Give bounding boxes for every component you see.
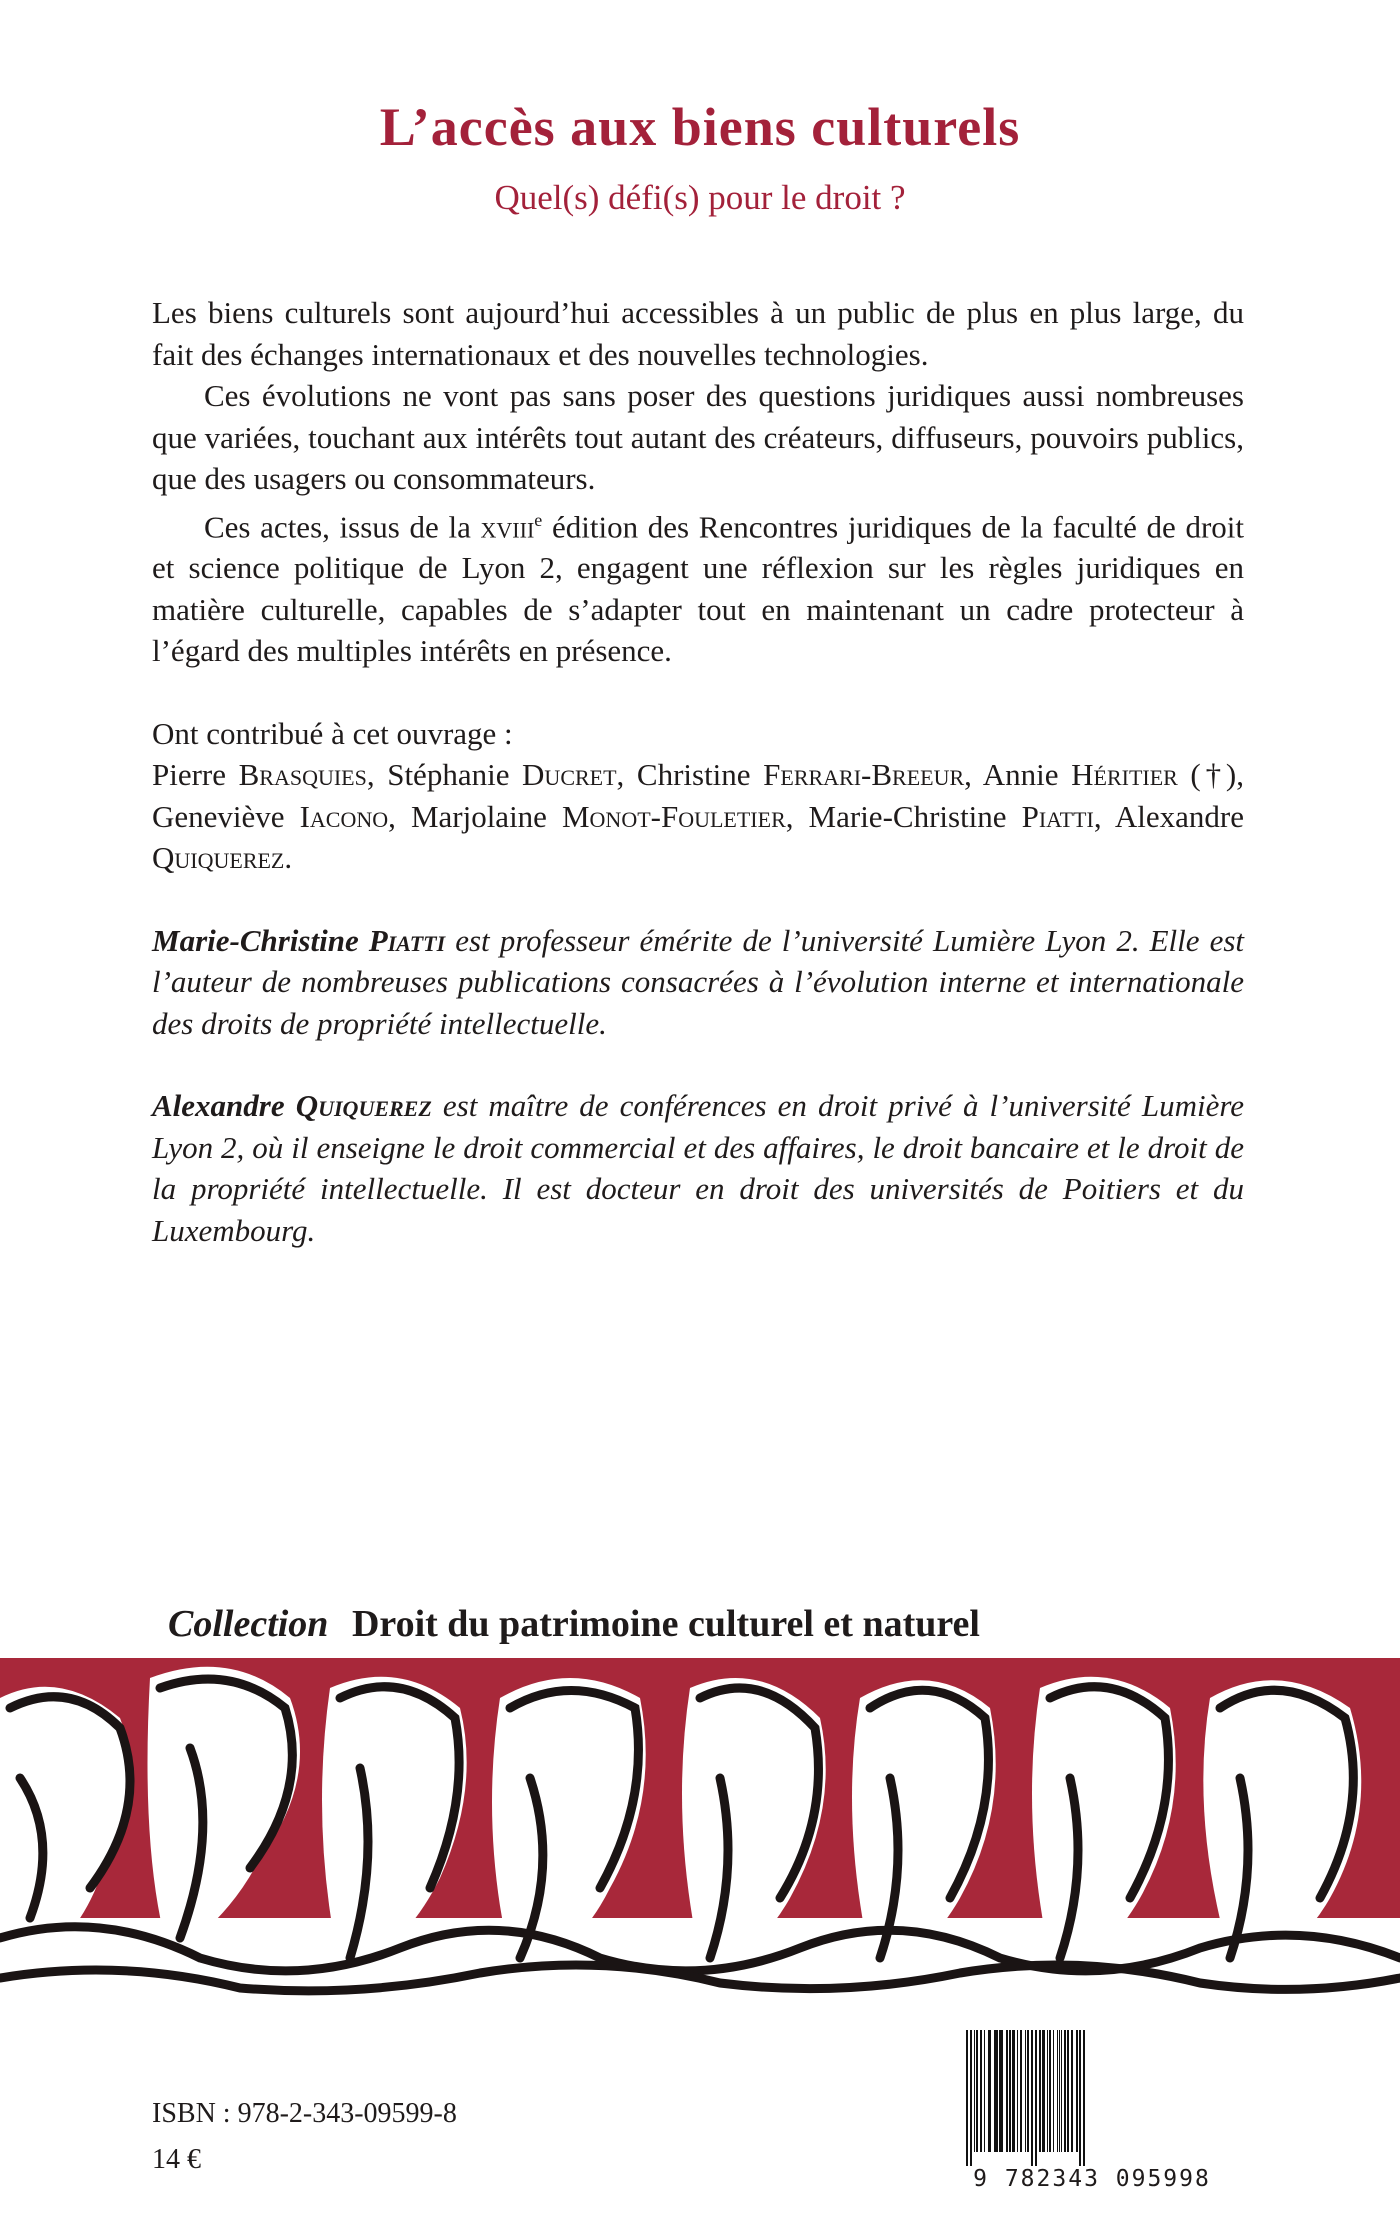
contributor-separator: . [284,840,293,876]
barcode-bar [1057,2030,1058,2152]
barcode-bar [988,2030,991,2152]
price: 14 € [152,2144,201,2175]
contributor-first-name: Stéphanie [387,757,523,793]
contributor [637,757,972,792]
collection-line [168,1602,1248,1646]
barcode-bars [948,2030,1236,2166]
barcode-bar [966,2030,968,2166]
barcode-bar [1079,2030,1081,2166]
barcode-bar [1061,2030,1062,2152]
contributor [809,799,1102,834]
collection-label: Collection [168,1603,329,1645]
bio-piatti [152,920,1244,1045]
contributor [152,757,375,792]
contributors-list [152,754,1244,879]
contributor-separator: , [366,757,375,793]
barcode-bar [1059,2030,1060,2152]
contributor-last-name: Ferrari-Breeur [763,757,965,793]
contributor-last-name: Iacono [299,798,389,834]
summary-p3-end: édition des Rencontres juridiques de la faculté de droit et science politique de Lyon 2, engagent une réflexion sur les règles juridiques en matière culturelle, capables de s’adapter tout en maintenant un cadre protecteur à l’égard des multiples intérêts en présence. [152,508,1245,669]
contributor-separator: (†), [1177,757,1244,793]
summary-paragraph-2: Ces évolutions ne vont pas sans poser des questions juridiques aussi nombreuses que variées, touchant aux intérêts tout autant des créateurs, diffuseurs, pouvoirs publics, que des usagers ou consommateurs. [152,378,1244,496]
barcode-bar [1071,2030,1073,2152]
contributor [152,799,396,834]
contributors-heading: Ont contribué à cet ouvrage : [152,715,513,751]
edition-superscript: e [534,509,543,530]
barcode-bar [1042,2030,1045,2152]
barcode-bar [970,2030,972,2166]
cover-illustration [0,1658,1400,2000]
collection-name: Droit du patrimoine culturel et naturel [351,1603,980,1645]
contributor-separator: , [616,757,625,793]
barcode-bar [1064,2030,1066,2152]
contributor-first-name: Annie [982,757,1072,793]
barcode-bar [1031,2030,1033,2166]
contributor-first-name: Geneviève [152,798,300,834]
contributor-separator: , [1093,798,1102,834]
barcode-bar [999,2030,1003,2152]
contributor-separator: , [388,798,396,834]
contributor-first-name: Christine [636,757,764,793]
contributor-separator: , [785,798,794,834]
book-title: L’accès aux biens culturels [379,97,1021,157]
contributor-first-name: Marie-Christine [808,798,1022,834]
barcode-bar [984,2030,985,2152]
contributor [411,799,794,834]
barcode-bar [1035,2030,1037,2166]
barcode-bar [1039,2030,1041,2152]
back-cover-text [152,292,1244,1251]
barcode-bar [1025,2030,1026,2152]
barcode-digits: 9 782343 095998 [948,2166,1236,2192]
barcode-bar [1076,2030,1078,2152]
contributor-last-name: Quiquerez [152,840,285,876]
barcode-bar [1083,2030,1085,2166]
barcode-bar [994,2030,998,2152]
isbn: ISBN : 978-2-343-09599-8 [152,2098,457,2129]
barcode-bar [980,2030,982,2152]
book-subtitle: Quel(s) défi(s) pour le droit ? [494,178,906,217]
barcode-bar [1009,2030,1011,2152]
contributor-first-name: Pierre [152,757,239,793]
barcode-bar [1006,2030,1008,2152]
contributor-last-name: Héritier [1071,757,1178,793]
figures-artwork [0,1658,1400,2000]
bio-piatti-name: Marie-Christine Piatti [152,922,446,958]
contributor-last-name: Ducret [522,757,617,793]
barcode-bar [1053,2030,1054,2152]
contributor [983,757,1244,792]
barcode-bar [1067,2030,1069,2152]
contributor [387,757,624,792]
contributor-first-name: Alexandre [1114,798,1245,834]
barcode-bar [1017,2030,1018,2152]
barcode-bar [1020,2030,1022,2152]
contributor-last-name: Piatti [1021,798,1094,834]
bio-quiquerez-text: est maître de conférences en droit privé à l’université Lumière Lyon 2, où il enseigne le droit commercial et des affaires, le droit bancaire et le droit de la propriété intellectuelle. Il est docteur en droit des universités de Poitiers et du Luxembourg. [152,1088,1244,1248]
barcode-bar [1047,2030,1048,2152]
bio-quiquerez [152,1085,1244,1251]
barcode-bar [1027,2030,1029,2152]
bio-quiquerez-name: Alexandre Quiquerez [152,1088,432,1124]
edition-number: xviii [480,508,535,544]
barcode-bar [1049,2030,1051,2152]
contributor-last-name: Monot-Fouletier [561,798,786,834]
barcode-bar [976,2030,978,2152]
bio-piatti-text: est professeur émérite de l’université Lumière Lyon 2. Elle est l’auteur de nombreuses publications consacrées à l’évolution interne et internationale des droits de propriété intellectuelle. [152,922,1245,1041]
summary-paragraph-3 [152,500,1244,672]
contributor-last-name: Brasquies [238,757,367,793]
summary-paragraph-1: Les biens culturels sont aujourd’hui accessibles à un public de plus en plus large, du fait des échanges internationaux et des nouvelles technologies. [152,295,1244,372]
contributor-separator: , [964,757,972,793]
barcode-bar [1012,2030,1015,2152]
summary-p3-start: Ces actes, issus de la [204,508,471,544]
contributor-first-name: Marjolaine [410,798,562,834]
barcode-bar [974,2030,975,2152]
